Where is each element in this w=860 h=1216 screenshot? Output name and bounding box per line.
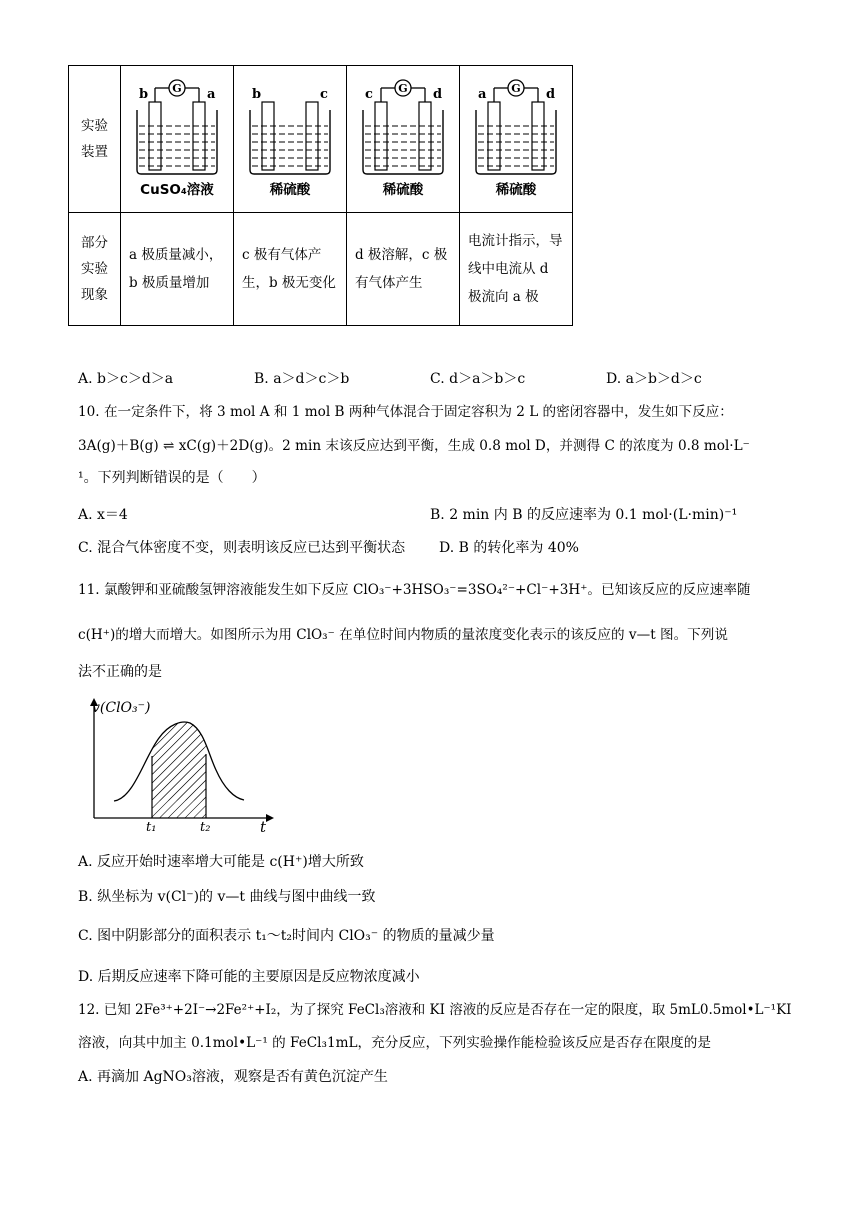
electrodes-diagram [240,74,340,178]
q12-line1: 12. 已知 2Fe³⁺+2I⁻→2Fe²⁺+I₂，为了探究 FeCl₃溶液和 KI 溶液的反应是否存在一定的限度，取 5mL0.5mol•L⁻¹KI [78,1002,792,1018]
device-header-line1: 实验 [81,118,108,134]
electrode-right-label: d [546,87,556,102]
q10-option-d: D. B 的转化率为 40% [439,540,579,556]
q10-line1: 10. 在一定条件下，将 3 mol A 和 1 mol B 两种气体混合于固定容积为 2 L 的密闭容器中，发生如下反应： [78,404,733,420]
q11-line2: c(H⁺)的增大而增大。如图所示为用 ClO₃⁻ 在单位时间内物质的量浓度变化表示的该反应的 v—t 图。下列说 [78,627,728,643]
graph-x-label: t [260,818,267,836]
q11-option-a: A. 反应开始时速率增大可能是 c(H⁺)增大所致 [78,854,364,870]
q11-option-b: B. 纵坐标为 v(Cl⁻)的 v—t 曲线与图中曲线一致 [78,889,376,905]
experiment-table [68,65,573,326]
electrode-left-label: b [139,87,149,102]
phenomena-header-line2: 实验 [81,261,108,277]
q9-option-d: D. a＞b＞d＞c [606,371,702,387]
electrode-right-label: a [207,87,216,102]
device-row-header [69,66,121,213]
q10-option-c: C. 混合气体密度不变，则表明该反应已达到平衡状态 [78,540,406,556]
solution-label: 稀硫酸 [269,182,311,198]
electrode-left-label: c [365,87,373,102]
phenomenon-cell-2: c 极有气体产生，b 极无变化 [234,213,347,326]
phenomenon-cell-3: d 极溶解，c 极有气体产生 [347,213,460,326]
phenomena-row-header [69,213,121,326]
electrode-left-label: b [252,87,262,102]
graph-t2-label: t₂ [200,820,211,835]
device-cell-3 [347,66,460,213]
electrode-right-label: d [433,87,443,102]
q10-line3: ¹。下列判断错误的是（ ） [78,470,266,486]
device-cell-4 [460,66,573,213]
phenomenon-cell-4: 电流计指示，导线中电流从 d 极流向 a 极 [460,213,573,326]
graph-t1-label: t₁ [146,820,157,835]
q9-option-b: B. a＞d＞c＞b [254,371,350,387]
device-cell-1 [121,66,234,213]
q9-option-a: A. b＞c＞d＞a [78,371,174,387]
meter-label: G [511,82,521,95]
x-axis-arrow [266,814,274,822]
galvanic-cell-diagram [127,74,227,178]
galvanic-cell-diagram [466,74,566,178]
solution-label: CuSO₄溶液 [140,182,214,198]
galvanic-cell-diagram [353,74,453,178]
q12-option-a: A. 再滴加 AgNO₃溶液，观察是否有黄色沉淀产生 [78,1069,388,1085]
device-header-line2: 装置 [81,144,108,160]
q9-option-c: C. d＞a＞b＞c [430,371,526,387]
meter-label: G [398,82,408,95]
graph-y-label: v(ClO₃⁻) [92,700,151,716]
phenomena-header-line1: 部分 [81,235,108,251]
phenomenon-cell-1: a 极质量减小，b 极质量增加 [121,213,234,326]
q11-line3: 法不正确的是 [78,664,162,680]
q10-line2: 3A(g)＋B(g) ⇌ xC(g)＋2D(g)。2 min 末该反应达到平衡，生成 0.8 mol D，并测得 C 的浓度为 0.8 mol·L⁻ [78,438,750,454]
vt-graph [84,698,274,840]
q11-option-d: D. 后期反应速率下降可能的主要原因是反应物浓度减小 [78,969,420,985]
device-cell-2 [234,66,347,213]
q11-option-c: C. 图中阴影部分的面积表示 t₁～t₂时间内 ClO₃⁻ 的物质的量减少量 [78,928,495,944]
q11-line1: 11. 氯酸钾和亚硫酸氢钾溶液能发生如下反应 ClO₃⁻+3HSO₃⁻=3SO₄²⁻+Cl⁻+3H⁺。已知该反应的反应速率随 [78,582,751,598]
q10-option-a: A. x＝4 [78,507,128,523]
electrode-right-label: c [320,87,328,102]
solution-label: 稀硫酸 [495,182,537,198]
phenomena-header-line3: 现象 [81,287,108,303]
electrode-left-label: a [478,87,487,102]
q12-line2: 溶液，向其中加主 0.1mol•L⁻¹ 的 FeCl₃1mL，充分反应，下列实验操作能检验该反应是否存在限度的是 [78,1035,711,1051]
q10-option-b: B. 2 min 内 B 的反应速率为 0.1 mol·(L·min)⁻¹ [430,507,738,523]
solution-label: 稀硫酸 [382,182,424,198]
meter-label: G [172,82,182,95]
